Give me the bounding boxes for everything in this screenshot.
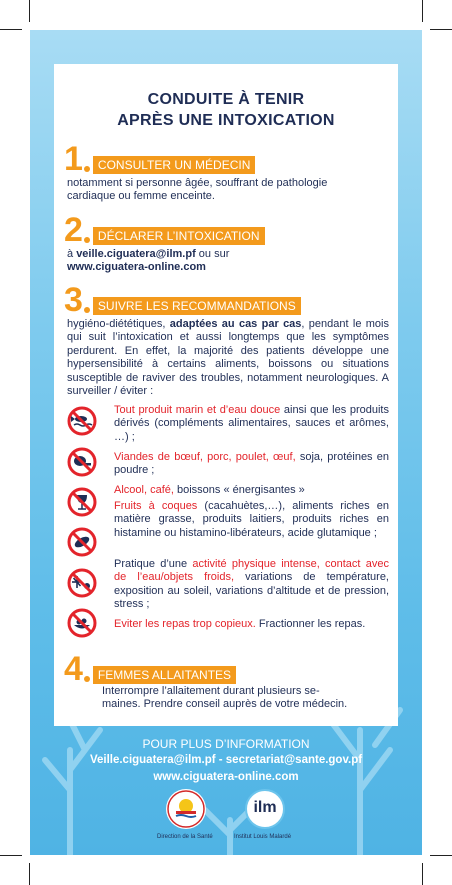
list-item: Eviter les repas trop copieux. Fractionner les repas. <box>114 618 366 630</box>
list-item: Viandes de bœuf, porc, poulet, œuf, soja, protéines en poudre ; <box>114 451 389 477</box>
section-number: 2 <box>64 211 83 249</box>
alcohol-icon <box>67 487 97 517</box>
ilm-logo-text: ilm <box>253 799 277 816</box>
section-number: 1 <box>64 140 83 178</box>
crop-mark <box>0 855 22 856</box>
section-title: CONSULTER UN MÉDECIN <box>93 156 255 174</box>
list-item: Fruits à coques (cacahuètes,…), aliments riches en matière grasse, produits laitiers, produits riches en histamine ou histamino-libérateurs, acide glutamique ; <box>114 500 389 539</box>
nuts-icon <box>67 527 97 557</box>
footer-heading: POUR PLUS D’INFORMATION <box>142 737 310 751</box>
section-4-header <box>64 650 236 688</box>
email-link[interactable]: veille.ciguatera@ilm.pf <box>76 248 196 260</box>
crop-mark <box>29 0 30 22</box>
crop-mark <box>422 863 423 885</box>
section-3-header <box>64 281 301 319</box>
big-meal-icon <box>67 608 97 638</box>
crop-mark <box>29 863 30 885</box>
logo-ilm <box>245 789 285 829</box>
bullet-dot <box>84 237 90 243</box>
crop-mark <box>422 0 423 22</box>
title-line-2: APRÈS UNE INTOXICATION <box>117 112 335 129</box>
section-1-text: notamment si personne âgée, souffrant de pathologie cardiaque ou femme enceinte. <box>67 177 328 203</box>
section-title: FEMMES ALLAITANTES <box>93 666 236 684</box>
footer-website[interactable]: www.ciguatera-online.com <box>153 771 299 783</box>
section-1-header <box>64 140 255 178</box>
section-2-header <box>64 211 265 249</box>
page-title <box>54 91 398 130</box>
website-link[interactable]: www.ciguatera-online.com <box>67 261 206 274</box>
seal-icon <box>166 789 206 829</box>
section-2-text: à veille.ciguatera@ilm.pf ou sur www.ciguatera-online.com <box>67 248 230 274</box>
bullet-dot <box>84 676 90 682</box>
crop-mark <box>430 855 452 856</box>
footer-emails[interactable]: Veille.ciguatera@ilm.pf - secretariat@sante.gov.pf <box>89 754 363 766</box>
list-item: Pratique d’une activité physique intense, contact avec de l’eau/objets froids, variations de température, exposition au soleil, variations d’altitude et de pression, stress ; <box>114 558 389 611</box>
logo-right-caption: Institut Louis Malardé <box>234 834 292 840</box>
section-4-text: Interrompre l’allaitement durant plusieurs se- maines. Prendre conseil auprès de votre médecin. <box>102 685 348 711</box>
logo-direction-sante <box>166 789 206 829</box>
title-line-1: CONDUITE À TENIR <box>147 91 305 108</box>
section-number: 3 <box>64 281 83 319</box>
bullet-dot <box>84 166 90 172</box>
list-item: Alcool, café, boissons « énergisantes » <box>114 484 305 496</box>
logo-left-caption: Direction de la Santé <box>157 834 213 840</box>
seafood-icon <box>67 406 97 436</box>
crop-mark <box>430 29 452 30</box>
section-number: 4 <box>64 650 83 688</box>
crop-mark <box>0 29 22 30</box>
section-3-text: hygiéno-diététiques, adaptées au cas par cas, pendant le mois qui suit l’intoxication et aussi longtemps que les symptômes perdurent. En effet, la majorité des patients développe une hypersensibilité à certains aliments, boissons ou situations susceptible de raviver des troubles, notamment neurologiques. A surveiller / éviter : <box>67 318 389 398</box>
bullet-dot <box>84 307 90 313</box>
section-title: SUIVRE LES RECOMMANDATIONS <box>93 297 301 315</box>
meat-icon <box>67 447 97 477</box>
cold-heat-icon <box>67 568 97 598</box>
list-item: Tout produit marin et d’eau douce ainsi que les produits dérivés (compléments alimentaires, sauces et arômes, …) ; <box>114 404 389 443</box>
section-title: DÉCLARER L’INTOXICATION <box>93 227 265 245</box>
